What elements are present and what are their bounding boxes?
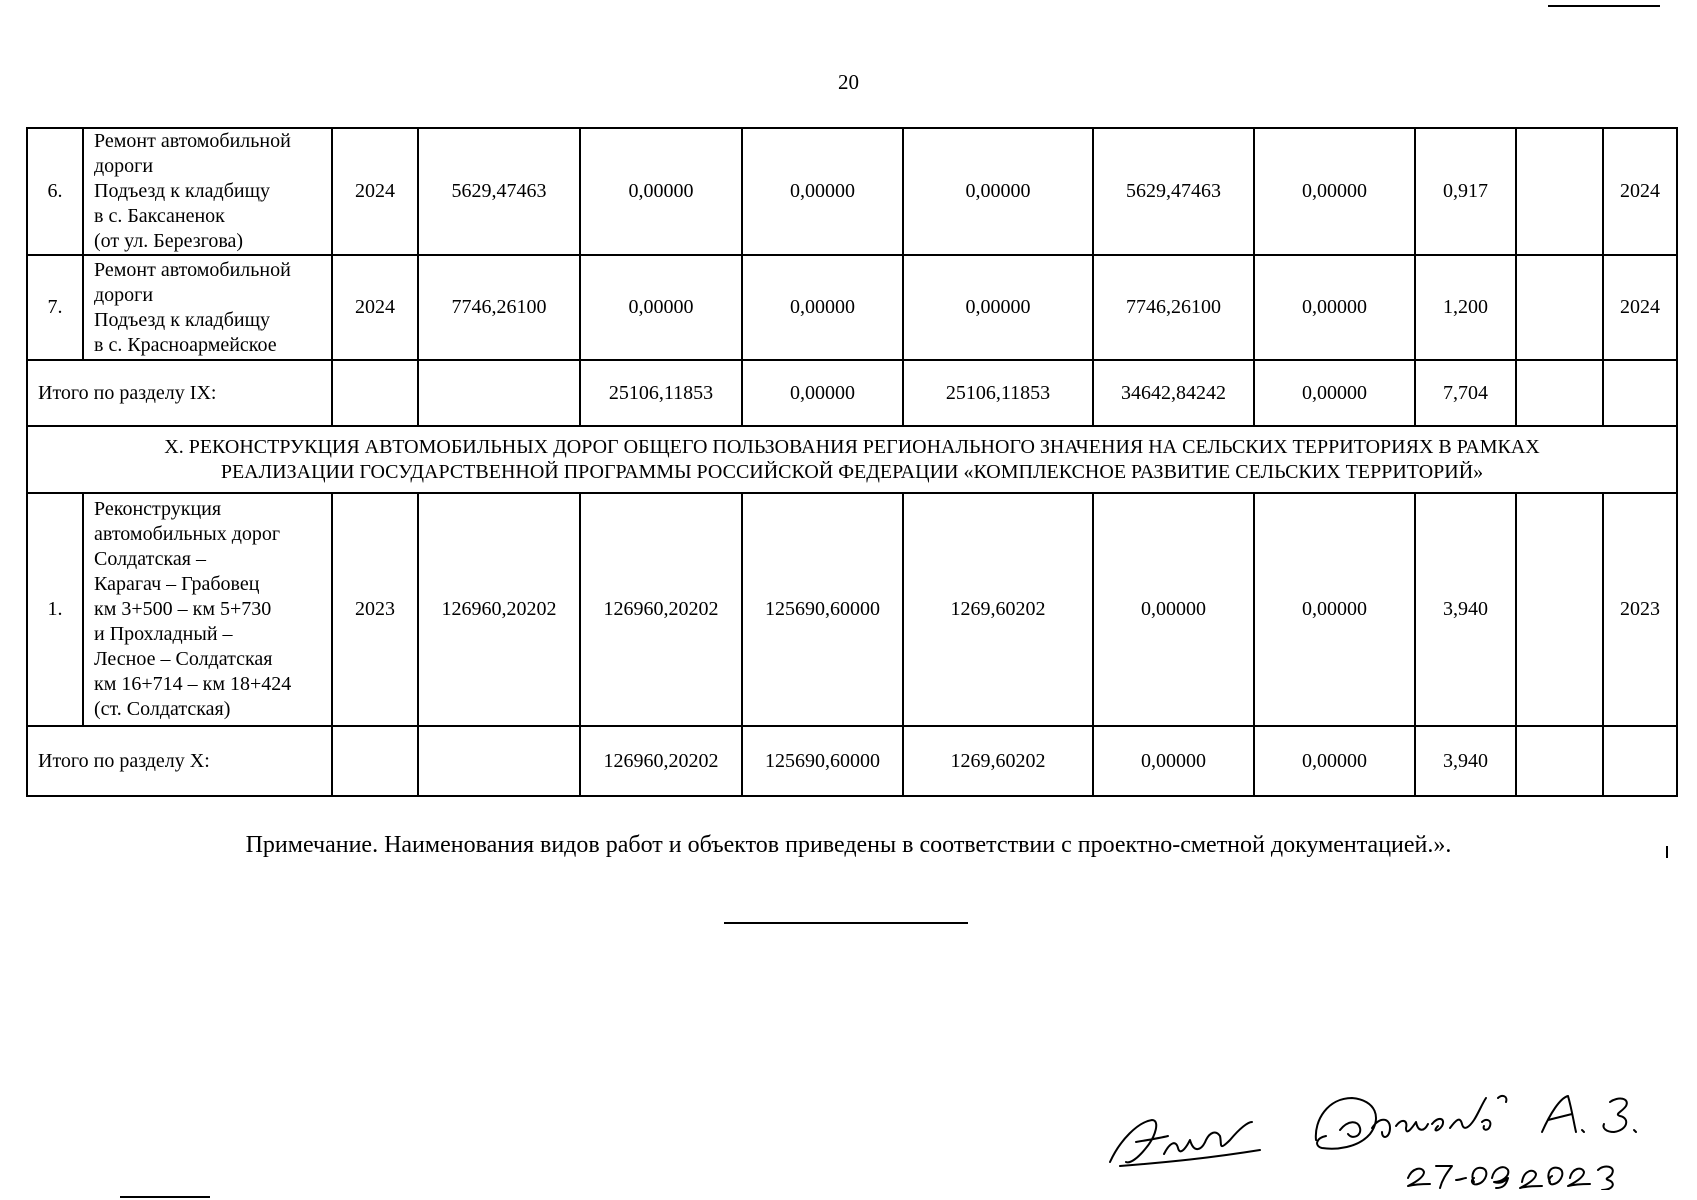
empty-cell [1516,360,1603,426]
cost-cell: 25106,11853 [580,360,742,426]
cost-cell: 0,00000 [580,128,742,255]
summary-row [27,360,1677,426]
cost-cell: 5629,47463 [1093,128,1254,255]
row-number: 7. [27,255,83,360]
cost-cell: 0,00000 [1254,255,1415,360]
row-number: 1. [27,493,83,726]
length-cell: 0,917 [1415,128,1516,255]
cost-cell: 126960,20202 [580,726,742,796]
cost-total-cell [418,360,580,426]
empty-cell [1516,726,1603,796]
cost-cell: 0,00000 [1254,128,1415,255]
year-end-cell: 2024 [1603,255,1677,360]
cost-total-cell: 126960,20202 [418,493,580,726]
cost-cell: 0,00000 [742,360,903,426]
corner-mark [120,1196,210,1198]
year-start-cell: 2023 [332,493,418,726]
cost-cell: 7746,26100 [1093,255,1254,360]
table-row [27,128,1677,255]
cost-cell: 126960,20202 [580,493,742,726]
margin-mark [1666,846,1668,858]
cost-cell: 0,00000 [1254,726,1415,796]
cost-cell: 0,00000 [742,128,903,255]
cost-cell: 0,00000 [742,255,903,360]
year-start-cell: 2024 [332,255,418,360]
signature-drawing [1090,1070,1690,1190]
empty-cell [1516,128,1603,255]
summary-row [27,726,1677,796]
section-title: X. РЕКОНСТРУКЦИЯ АВТОМОБИЛЬНЫХ ДОРОГ ОБЩЕГО ПОЛЬЗОВАНИЯ РЕГИОНАЛЬНОГО ЗНАЧЕНИЯ НА СЕЛЬСКИХ ТЕРРИТОРИЯХ В РАМКАХ РЕАЛИЗАЦИИ ГОСУДАРСТВЕННОЙ ПРОГРАММЫ РОССИЙСКОЙ ФЕДЕРАЦИИ «КОМПЛЕКСНОЕ РАЗВИТИЕ СЕЛЬСКИХ ТЕРРИТОРИЙ» [27,426,1677,493]
length-cell: 7,704 [1415,360,1516,426]
cost-total-cell [418,726,580,796]
cost-cell: 125690,60000 [742,726,903,796]
footnote: Примечание. Наименования видов работ и объектов приведены в соответствии с проектно-сметной документацией.». [245,832,1452,858]
cost-cell: 25106,11853 [903,360,1093,426]
cost-cell: 0,00000 [903,128,1093,255]
year-end-cell [1603,726,1677,796]
cost-total-cell: 7746,26100 [418,255,580,360]
cost-cell: 0,00000 [1093,726,1254,796]
year-end-cell: 2023 [1603,493,1677,726]
cost-cell: 0,00000 [1254,493,1415,726]
table-row [27,493,1677,726]
length-cell: 1,200 [1415,255,1516,360]
page-number: 20 [838,70,859,94]
cost-cell: 1269,60202 [903,726,1093,796]
table-row [27,255,1677,360]
section-header-row [27,426,1677,493]
length-cell: 3,940 [1415,726,1516,796]
empty-cell [1516,255,1603,360]
year-start-cell [332,360,418,426]
cost-total-cell: 5629,47463 [418,128,580,255]
cost-cell: 0,00000 [1254,360,1415,426]
empty-cell [1516,493,1603,726]
works-table [26,127,1678,797]
cost-cell: 1269,60202 [903,493,1093,726]
row-number: 6. [27,128,83,255]
object-name: Ремонт автомобильной дороги Подъезд к кладбищу в с. Баксаненок (от ул. Березгова) [83,128,332,255]
object-name: Реконструкция автомобильных дорог Солдатская – Карагач – Грабовец км 3+500 – км 5+730 и Прохладный – Лесное – Солдатская км 16+714 – км 18+424 (ст. Солдатская) [83,493,332,726]
object-name: Ремонт автомобильной дороги Подъезд к кладбищу в с. Красноармейское [83,255,332,360]
year-start-cell: 2024 [332,128,418,255]
end-rule [724,922,968,924]
cost-cell: 34642,84242 [1093,360,1254,426]
year-end-cell: 2024 [1603,128,1677,255]
cost-cell: 0,00000 [580,255,742,360]
top-right-rule [1548,5,1660,7]
year-start-cell [332,726,418,796]
handwritten-signature [1090,1070,1690,1190]
length-cell: 3,940 [1415,493,1516,726]
year-end-cell [1603,360,1677,426]
summary-label: Итого по разделу IX: [27,360,332,426]
cost-cell: 125690,60000 [742,493,903,726]
summary-label: Итого по разделу X: [27,726,332,796]
cost-cell: 0,00000 [903,255,1093,360]
cost-cell: 0,00000 [1093,493,1254,726]
